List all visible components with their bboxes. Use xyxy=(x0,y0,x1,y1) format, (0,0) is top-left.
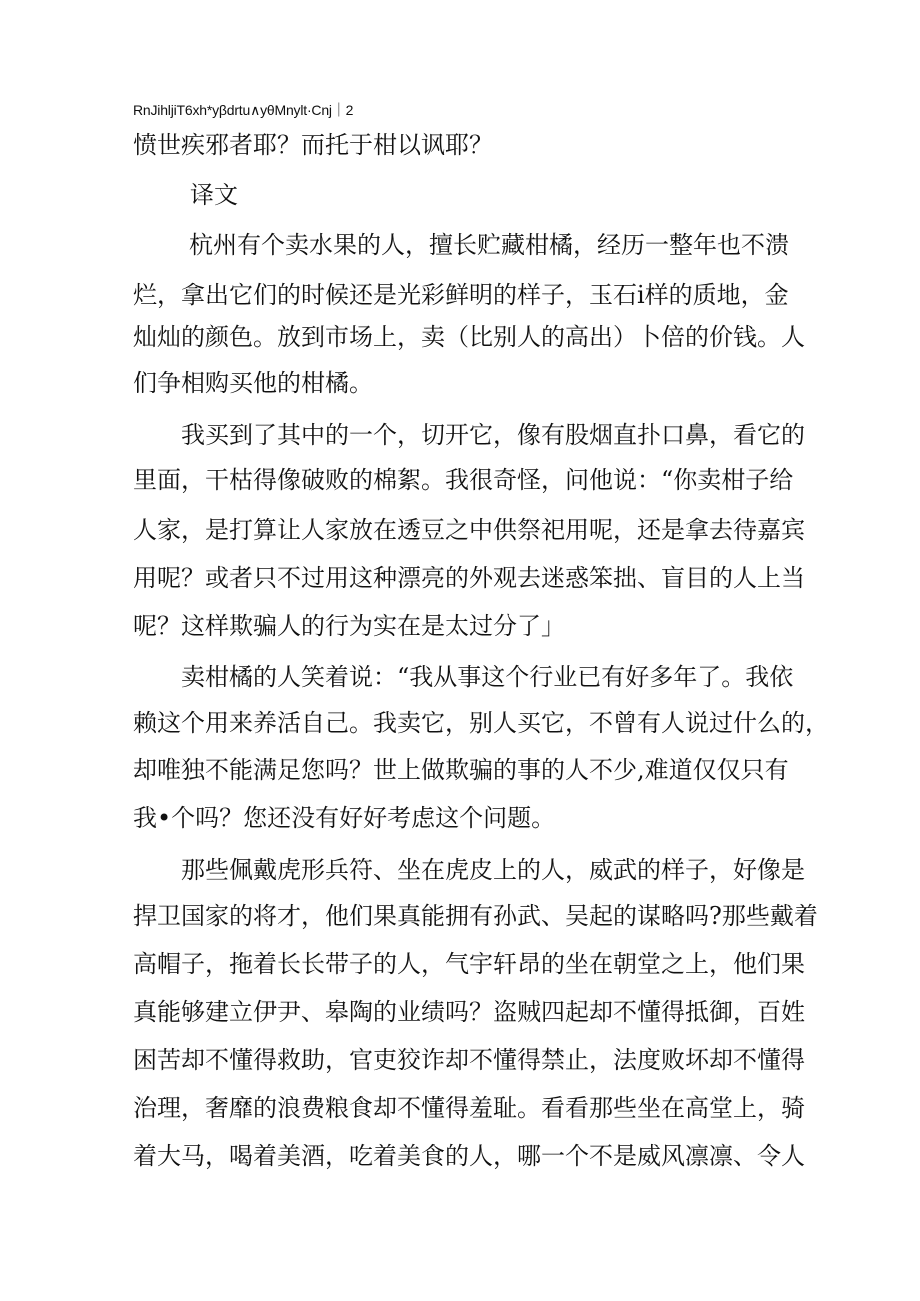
text-line: 里面，干枯得像破败的棉絮。我很奇怪，问他说：“你卖柑子给 xyxy=(133,466,794,494)
text-line: 捍卫国家的将才，他们果真能拥有孙武、吴起的谋略吗?那些戴着 xyxy=(133,902,818,930)
text-line: 卖柑橘的人笑着说：“我从事这个行业已有好多年了。我依 xyxy=(181,663,794,691)
text-line: 治理，奢靡的浪费粮食却不懂得羞耻。看看那些坐在高堂上，骑 xyxy=(133,1094,805,1122)
text-line: 高帽子，拖着长长带子的人，气宇轩昂的坐在朝堂之上，他们果 xyxy=(133,950,805,978)
text-line: 人家，是打算让人家放在透豆之中供祭祀用呢，还是拿去待嘉宾 xyxy=(133,516,805,544)
text-line: 愤世疾邪者耶？而托于柑以讽耶？ xyxy=(133,131,493,159)
text-line: 困苦却不懂得救助，官吏狡诈却不懂得禁止，法度败坏却不懂得 xyxy=(133,1046,805,1074)
text-line: 我买到了其中的一个，切开它，像有股烟直扑口鼻，看它的 xyxy=(181,421,805,449)
text-line: 那些佩戴虎形兵符、坐在虎皮上的人，威武的样子，好像是 xyxy=(181,856,805,884)
text-line: 着大马，喝着美酒，吃着美食的人，哪一个不是威风凛凛、令人 xyxy=(133,1142,805,1170)
text-line: 赖这个用来养活自己。我卖它，别人买它，不曾有人说过什么的， xyxy=(133,709,829,737)
text-line: 呢？这样欺骗人的行为实在是太过分了」 xyxy=(133,612,565,640)
text-line: 真能够建立伊尹、皋陶的业绩吗？盗贼四起却不懂得抵御，百姓 xyxy=(133,998,805,1026)
text-line: 烂，拿出它们的时候还是光彩鲜明的样子，玉石i样的质地，金 xyxy=(133,281,789,309)
text-line: 用呢？或者只不过用这种漂亮的外观去迷惑笨拙、盲目的人上当 xyxy=(133,564,805,592)
text-line: 杭州有个卖水果的人，擅长贮藏柑橘，经历一整年也不溃 xyxy=(189,231,789,259)
text-line: 我•个吗？您还没有好好考虑这个问题。 xyxy=(133,804,556,832)
page-header: RnJihljiT6xh*yβdrtu∧yθMnylt·Cnj｜2 xyxy=(133,102,354,118)
text-line: 灿灿的颜色。放到市场上，卖（比别人的高出）卜倍的价钱。人 xyxy=(133,323,805,351)
section-heading: 译文 xyxy=(190,181,238,209)
text-line: 们争相购买他的柑橘。 xyxy=(133,369,373,397)
text-line: 却唯独不能满足您吗？世上做欺骗的事的人不少,难道仅仅只有 xyxy=(133,756,789,784)
